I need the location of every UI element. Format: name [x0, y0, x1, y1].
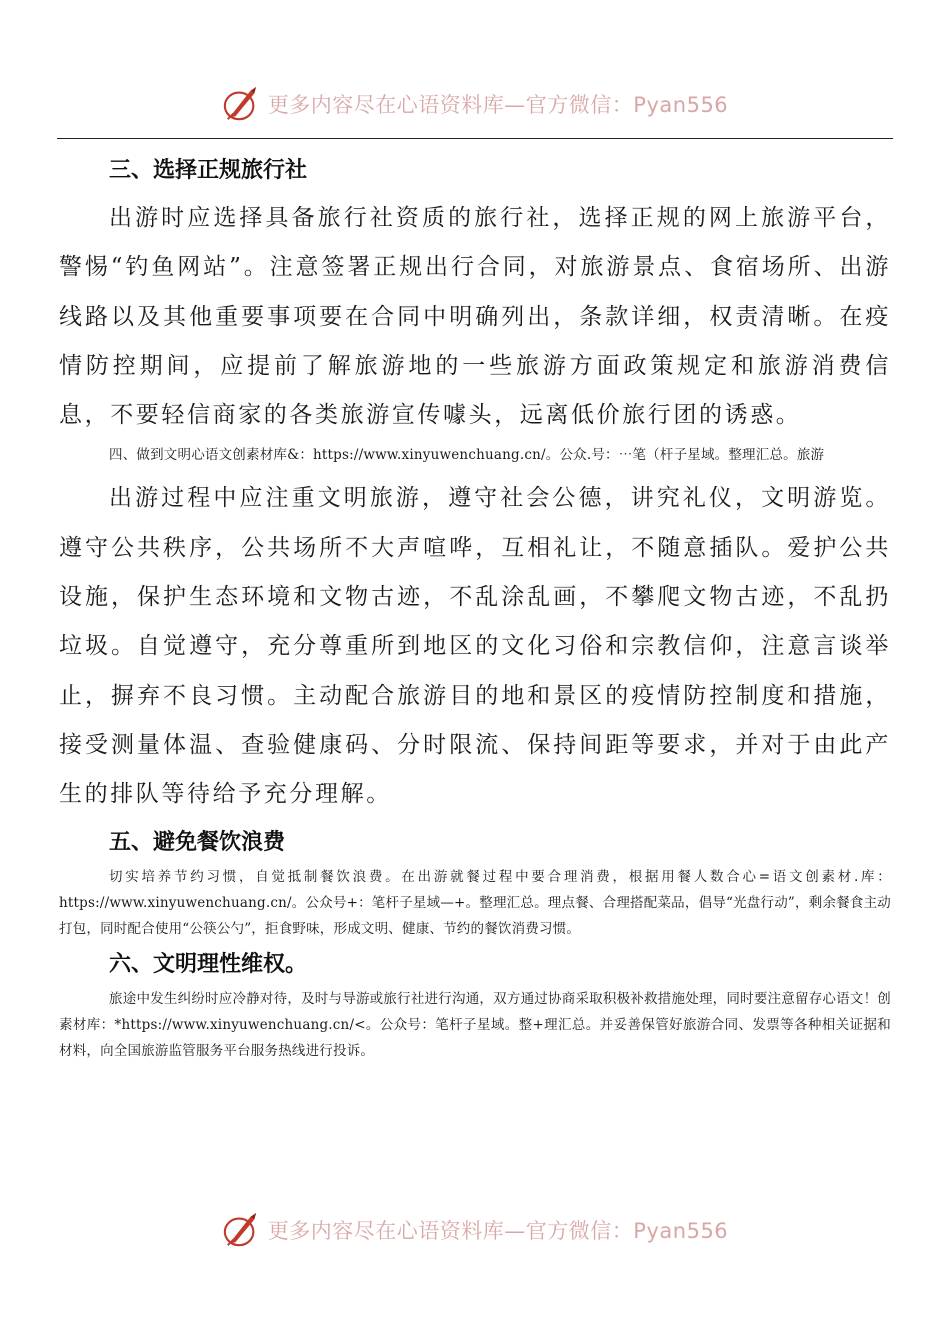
section-6-paragraph: 旅途中发生纠纷时应冷静对待，及时与导游或旅行社进行沟通，双方通过协商采取积极补救措施处理，同时要注意留存心语文！创素材库：*https://www.xinyuwenchuang.cn/<。公众号：笔杆子星域。整+理汇总。并妥善保管好旅游合同、发票等各种相关证据和材料，向全国旅游监管服务平台服务热线进行投诉。 [59, 990, 891, 1059]
section-3-paragraph: 出游时应选择具备旅行社资质的旅行社，选择正规的网上旅游平台，警惕“钓鱼网站”。注意签署正规出行合同，对旅游景点、食宿场所、出游线路以及其他重要事项要在合同中明确列出，条款详细，权责清晰。在疫情防控期间，应提前了解旅游地的一些旅游方面政策规定和旅游消费信息，不要轻信商家的各类旅游宣传噱头，远离低价旅行团的诱惑。 [59, 205, 891, 429]
header-divider [57, 138, 893, 139]
quill-pen-logo-icon [222, 85, 260, 123]
section-4-heading: 四、做到文明心语文创素材库&：https://www.xinyuwenchuang.cn/。公众.号：⋯笔（杆子星域。整理汇总。旅游 [109, 447, 825, 464]
quill-pen-logo-icon [222, 1211, 260, 1249]
section-4-paragraph: 出游过程中应注重文明旅游，遵守社会公德，讲究礼仪，文明游览。遵守公共秩序，公共场所不大声喧哗，互相礼让，不随意插队。爱护公共设施，保护生态环境和文物古迹，不乱涂乱画，不攀爬文物古迹，不乱扔垃圾。自觉遵守，充分尊重所到地区的文化习俗和宗教信仰，注意言谈举止，摒弃不良习惯。主动配合旅游目的地和景区的疫情防控制度和措施，接受测量体温、查验健康码、分时限流、保持间距等要求，并对于由此产生的排队等待给予充分理解。 [59, 485, 891, 808]
footer-banner-text: 更多内容尽在心语资料库—官方微信：Pyan556 [267, 1219, 729, 1243]
header-banner [0, 82, 950, 126]
section-5-heading: 五、避免餐饮浪费 [109, 829, 286, 855]
header-banner-text: 更多内容尽在心语资料库—官方微信：Pyan556 [267, 93, 729, 117]
document-body [59, 150, 891, 1064]
section-3-heading: 三、选择正规旅行社 [109, 158, 308, 183]
section-6-heading: 六、文明理性维权。 [109, 951, 308, 977]
footer-banner [0, 1208, 950, 1252]
section-5-paragraph: 切实培养节约习惯，自觉抵制餐饮浪费。在出游就餐过程中要合理消费，根据用餐人数合心=语文创素材.库：https://www.xinyuwenchuang.cn/。公众号+：笔杆子星域—+。整理汇总。理点餐、合理搭配菜品，倡导“光盘行动”，剩余餐食主动打包，同时配合使用“公筷公勺”，拒食野味，形成文明、健康、节约的餐饮消费习惯。 [59, 868, 891, 937]
